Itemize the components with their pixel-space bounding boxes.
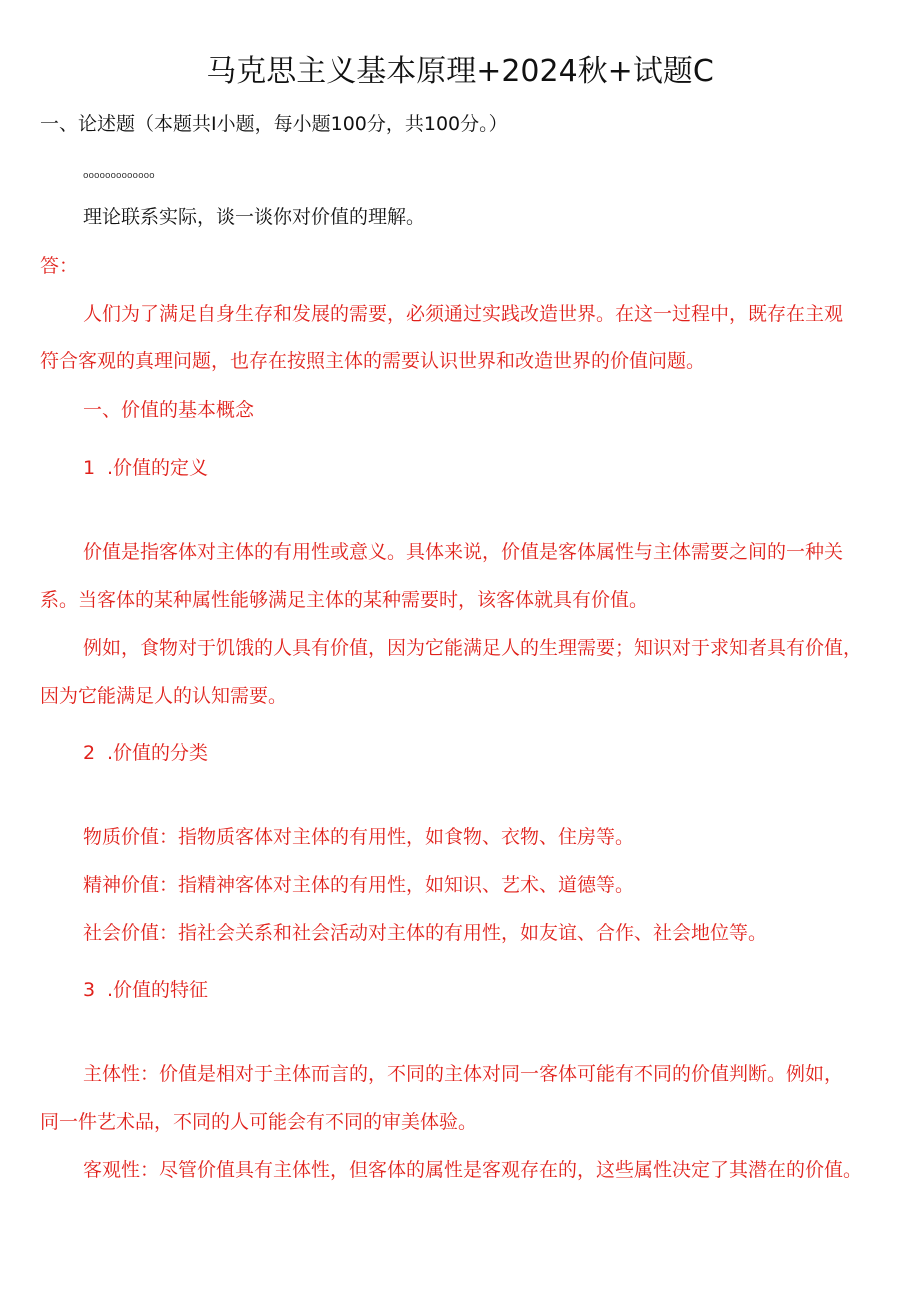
intro-line-2: 符合客观的真理问题，也存在按照主体的需要认识世界和改造世界的价值问题。 [40,350,706,372]
class-social: 社会价值：指社会关系和社会活动对主体的有用性，如友谊、合作、社会地位等。 [83,922,768,944]
part1-heading: 一、价值的基本概念 [83,399,255,421]
subheading-title: .价值的分类 [107,742,209,764]
question-text: 理论联系实际，谈一谈你对价值的理解。 [83,206,426,228]
example-line-1: 例如，食物对于饥饿的人具有价值，因为它能满足人的生理需要；知识对于求知者具有价值， [83,637,863,659]
subheading-number: 3 [83,979,96,1001]
subheading-number: 1 [83,457,96,479]
answer-label: 答： [40,255,79,277]
subheading-title: .价值的定义 [107,457,209,479]
subheading-classification [83,741,208,765]
subjectivity-line-1: 主体性：价值是相对于主体而言的，不同的主体对同一客体可能有不同的价值判断。例如， [83,1063,844,1085]
subjectivity-line-2: 同一件艺术品，不同的人可能会有不同的审美体验。 [40,1111,478,1133]
class-spiritual: 精神价值：指精神客体对主体的有用性，如知识、艺术、道德等。 [83,874,635,896]
definition-line-1: 价值是指客体对主体的有用性或意义。具体来说，价值是客体属性与主体需要之间的一种关 [83,541,844,563]
subheading-number: 2 [83,742,96,764]
example-line-2: 因为它能满足人的认知需要。 [40,685,288,707]
intro-line-1: 人们为了满足自身生存和发展的需要，必须通过实践改造世界。在这一过程中，既存在主观 [83,303,844,325]
subheading-title: .价值的特征 [107,979,209,1001]
subheading-characteristics [83,978,208,1002]
section-heading: 一、论述题（本题共I小题，每小题100分，共100分。） [40,113,508,135]
definition-line-2: 系。当客体的某种属性能够满足主体的某种需要时，该客体就具有价值。 [40,589,649,611]
subheading-definition [83,456,208,480]
objectivity-line: 客观性：尽管价值具有主体性，但客体的属性是客观存在的，这些属性决定了其潜在的价值。 [83,1159,863,1181]
document-title: 马克思主义基本原理+2024秋+试题C [206,54,714,89]
dotted-marker: ooooooooooooo [83,171,155,181]
class-material: 物质价值：指物质客体对主体的有用性，如食物、衣物、住房等。 [83,826,635,848]
